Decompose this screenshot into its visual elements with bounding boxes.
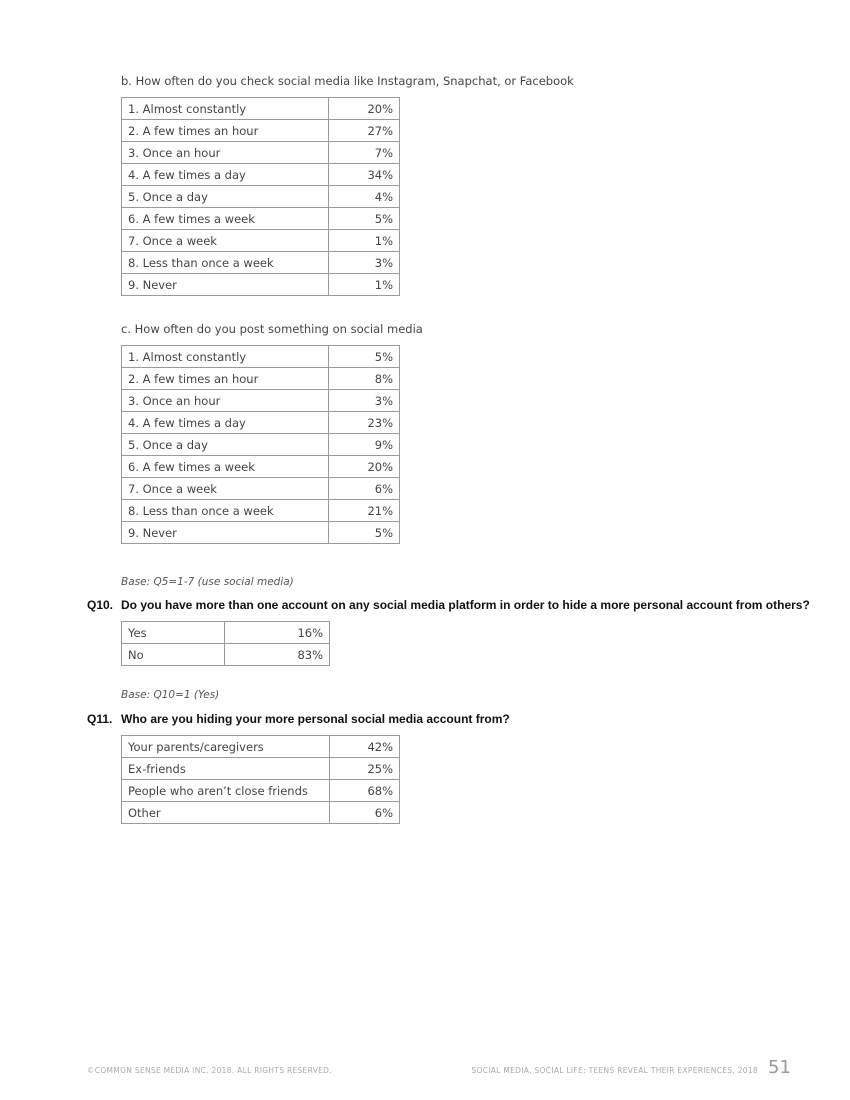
table-row (122, 456, 400, 478)
row-label: 2. A few times an hour (122, 120, 329, 142)
row-value: 23% (329, 412, 400, 434)
row-label: 7. Once a week (122, 478, 329, 500)
row-value: 5% (329, 522, 400, 544)
section-c-table (121, 345, 400, 544)
table-row (122, 390, 400, 412)
table-row (122, 478, 400, 500)
table-row (122, 346, 400, 368)
section-c-caption: c. How often do you post something on social media (121, 322, 423, 336)
row-label: Ex-friends (122, 758, 330, 780)
row-label: No (122, 644, 225, 666)
row-value: 5% (329, 208, 400, 230)
row-value: 25% (329, 758, 399, 780)
row-value: 20% (329, 98, 400, 120)
table-row (122, 208, 400, 230)
row-label: 5. Once a day (122, 434, 329, 456)
table-row (122, 120, 400, 142)
table-row (122, 164, 400, 186)
footer-report-title: SOCIAL MEDIA, SOCIAL LIFE: TEENS REVEAL THEIR EXPERIENCES, 2018 (471, 1066, 758, 1075)
q11-number: Q11. (87, 712, 113, 726)
q10-number: Q10. (87, 598, 114, 612)
row-value: 8% (329, 368, 400, 390)
q11-question (87, 712, 510, 726)
row-value: 21% (329, 500, 400, 522)
q10-question-text: Do you have more than one account on any social media platform in order to hide a more personal account from others? (121, 598, 810, 612)
table-row (122, 758, 400, 780)
row-value: 20% (329, 456, 400, 478)
row-value: 3% (329, 252, 400, 274)
row-label: 7. Once a week (122, 230, 329, 252)
row-value: 1% (329, 230, 400, 252)
row-value: 4% (329, 186, 400, 208)
row-label: 5. Once a day (122, 186, 329, 208)
row-label: 9. Never (122, 522, 329, 544)
row-value: 42% (329, 736, 399, 758)
table-row (122, 644, 330, 666)
row-label: Yes (122, 622, 225, 644)
row-label: Your parents/caregivers (122, 736, 330, 758)
table-row (122, 500, 400, 522)
row-value: 68% (329, 780, 399, 802)
row-value: 5% (329, 346, 400, 368)
table-row (122, 142, 400, 164)
table-row (122, 622, 330, 644)
row-value: 3% (329, 390, 400, 412)
section-b-caption: b. How often do you check social media like Instagram, Snapchat, or Facebook (121, 74, 574, 88)
row-value: 9% (329, 434, 400, 456)
row-value: 34% (329, 164, 400, 186)
row-label: 1. Almost constantly (122, 98, 329, 120)
q11-table (121, 735, 400, 824)
q11-base-note: Base: Q10=1 (Yes) (121, 689, 220, 701)
row-value: 83% (225, 644, 330, 666)
table-row (122, 252, 400, 274)
row-label: 3. Once an hour (122, 390, 329, 412)
table-row (122, 736, 400, 758)
row-label: 4. A few times a day (122, 164, 329, 186)
footer-copyright: ©COMMON SENSE MEDIA INC. 2018. ALL RIGHTS RESERVED. (87, 1066, 332, 1075)
table-row (122, 98, 400, 120)
table-row (122, 230, 400, 252)
row-label: 8. Less than once a week (122, 500, 329, 522)
row-label: 9. Never (122, 274, 329, 296)
q11-question-text: Who are you hiding your more personal social media account from? (121, 712, 510, 726)
table-row (122, 434, 400, 456)
row-label: 8. Less than once a week (122, 252, 329, 274)
row-value: 1% (329, 274, 400, 296)
table-row (122, 780, 400, 802)
table-row (122, 274, 400, 296)
row-value: 27% (329, 120, 400, 142)
section-b-table (121, 97, 400, 296)
q10-table (121, 621, 330, 666)
q10-base-note: Base: Q5=1-7 (use social media) (121, 576, 294, 588)
table-row (122, 186, 400, 208)
row-label: 1. Almost constantly (122, 346, 329, 368)
row-label: 6. A few times a week (122, 456, 329, 478)
row-label: 3. Once an hour (122, 142, 329, 164)
row-value: 6% (329, 478, 400, 500)
row-label: 6. A few times a week (122, 208, 329, 230)
row-value: 6% (329, 802, 399, 824)
row-value: 7% (329, 142, 400, 164)
row-label: 2. A few times an hour (122, 368, 329, 390)
row-label: 4. A few times a day (122, 412, 329, 434)
table-row (122, 368, 400, 390)
table-row (122, 412, 400, 434)
row-label: People who aren’t close friends (122, 780, 330, 802)
table-row (122, 802, 400, 824)
row-value: 16% (225, 622, 330, 644)
row-label: Other (122, 802, 330, 824)
page-number: 51 (768, 1057, 791, 1078)
q10-question (87, 598, 810, 612)
table-row (122, 522, 400, 544)
